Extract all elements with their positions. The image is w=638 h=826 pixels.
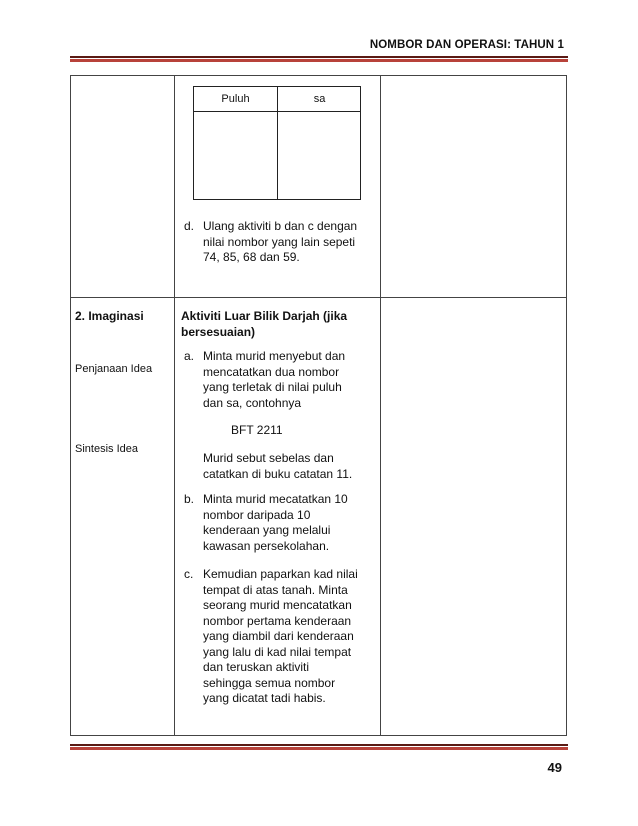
- section-heading-imaginasi: 2. Imaginasi: [75, 309, 144, 323]
- footer-rule: [70, 744, 568, 750]
- item-c-text: Kemudian paparkan kad nilai tempat di atas tanah. Minta seorang murid mencatatkan nombor pertama kenderaan yang diambil dari kenderaan yang lalu di kad nilai tempat dan teruskan aktiviti sehingga semua nombor yang dicatat tadi habis.: [203, 567, 358, 705]
- item-a-letter: a.: [184, 349, 195, 363]
- example-plate: BFT 2211: [231, 423, 283, 437]
- page-number: 49: [547, 760, 562, 775]
- pv-header-sa: sa: [313, 93, 326, 105]
- item-d-letter: d.: [184, 219, 195, 233]
- page-header-title: NOMBOR DAN OPERASI: TAHUN 1: [369, 39, 564, 51]
- header-rule: [70, 56, 568, 62]
- label-sintesis-idea: Sintesis Idea: [75, 443, 138, 455]
- pv-header-puluh: Puluh: [221, 93, 250, 105]
- item-c-letter: c.: [184, 567, 194, 581]
- item-b-text: Minta murid mecatatkan 10 nombor daripada 10 kenderaan yang melalui kawasan persekolahan.: [203, 492, 348, 553]
- place-value-table: [193, 86, 361, 200]
- item-a-note: Murid sebut sebelas dan catatkan di buku catatan 11.: [203, 451, 353, 481]
- item-b-letter: b.: [184, 492, 195, 506]
- label-penjanaan-idea: Penjanaan Idea: [75, 363, 153, 375]
- activity-heading: Aktiviti Luar Bilik Darjah (jika bersesuaian): [181, 309, 348, 339]
- item-a-text: Minta murid menyebut dan mencatatkan dua nombor yang terletak di nilai puluh dan sa, contohnya: [203, 349, 346, 410]
- item-d-text: Ulang aktiviti b dan c dengan nilai nombor yang lain sepeti 74, 85, 68 dan 59.: [203, 219, 358, 264]
